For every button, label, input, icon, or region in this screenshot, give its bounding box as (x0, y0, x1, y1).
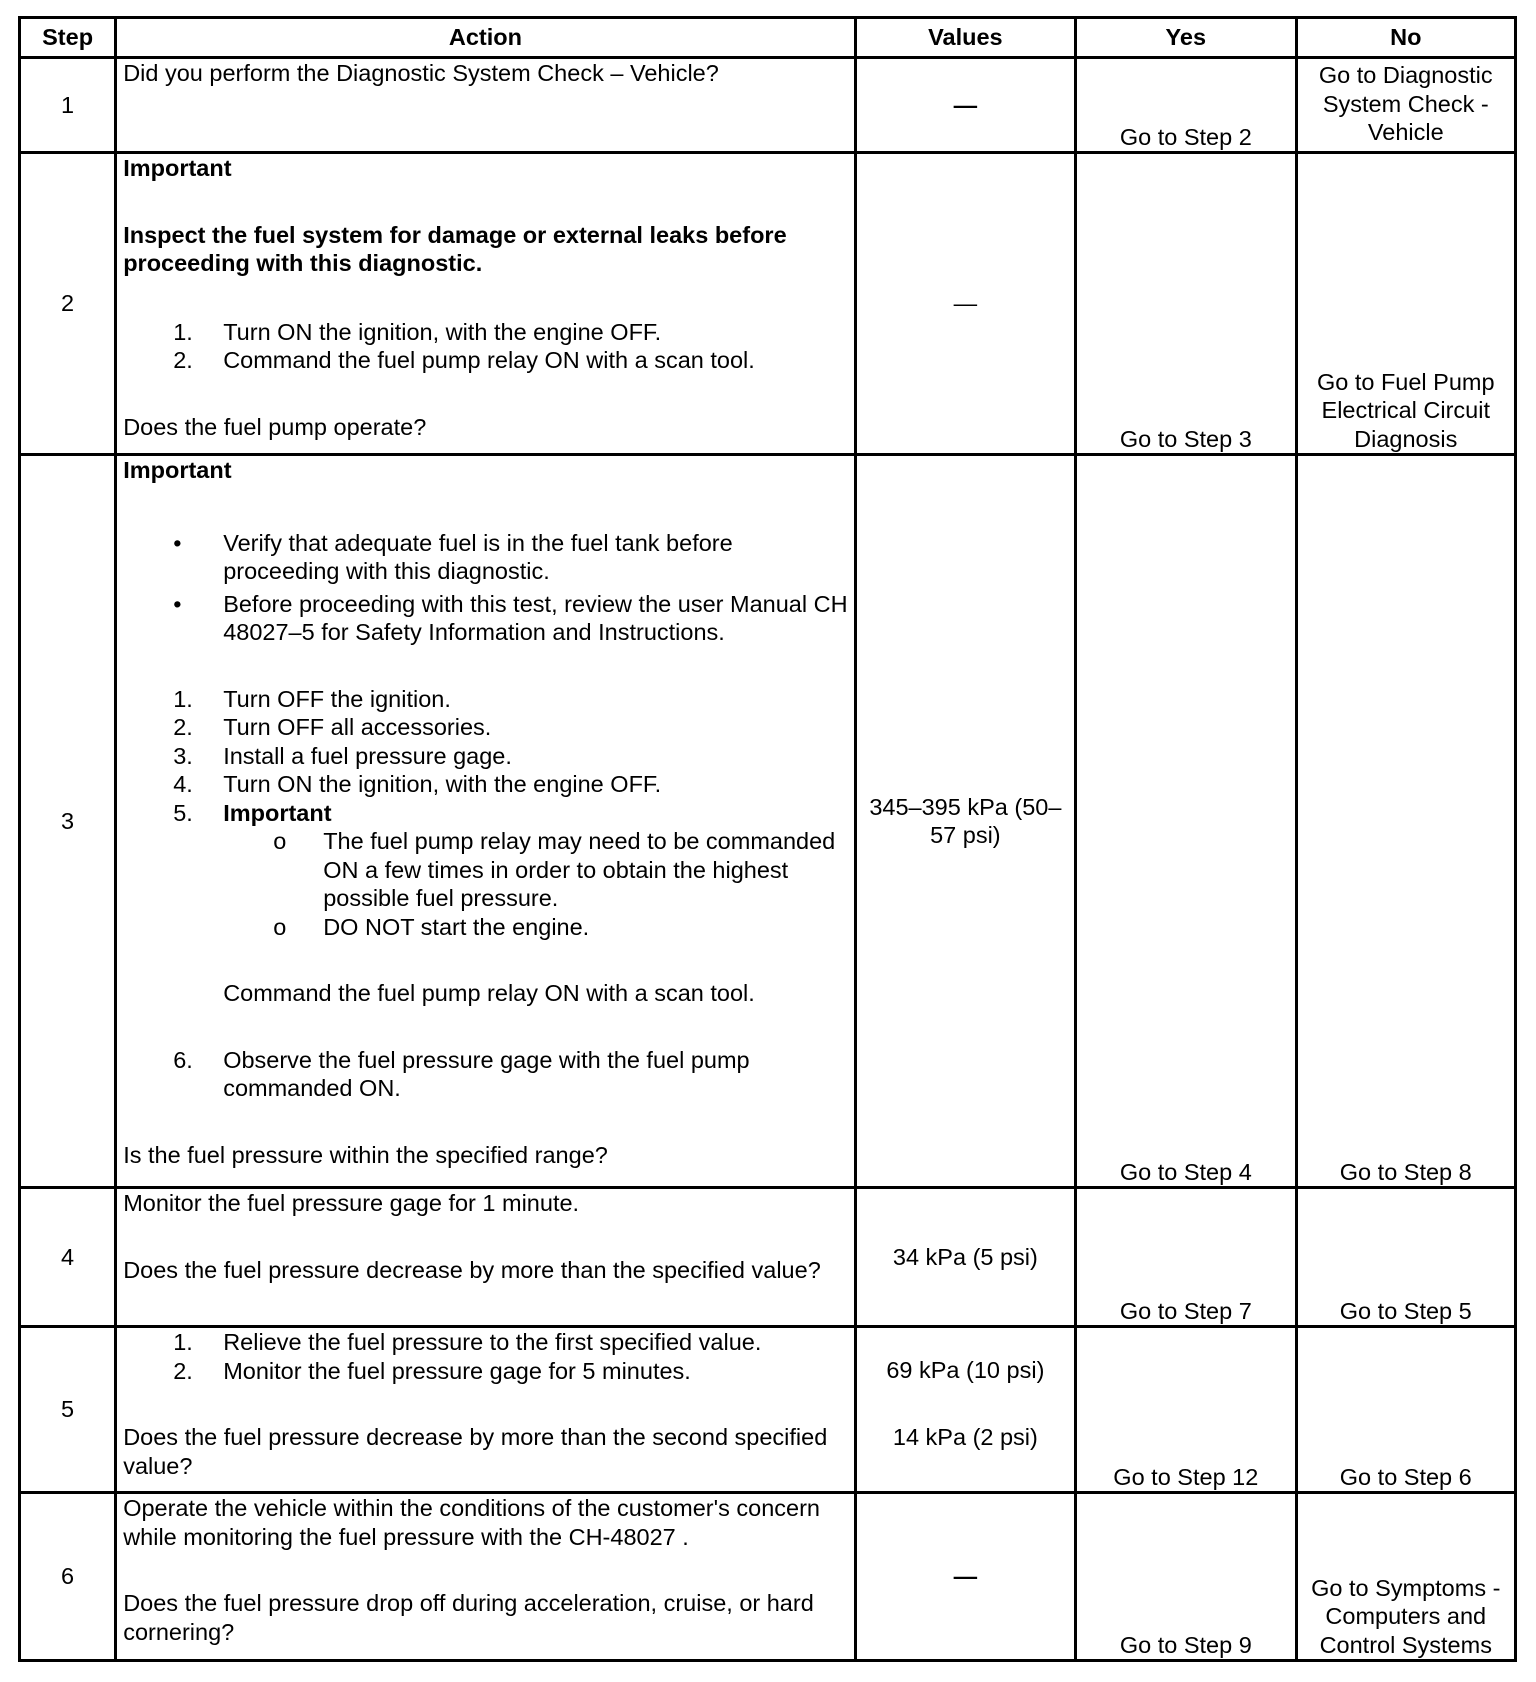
list-item: 6. Observe the fuel pressure gage with the fuel pump commanded ON. (173, 1046, 750, 1101)
list-item: 2. Command the fuel pump relay ON with a scan tool. (173, 347, 755, 373)
action-cell (116, 455, 855, 1188)
action-question: Is the fuel pressure within the specified range? (123, 1141, 608, 1168)
list-item: 2. Turn OFF all accessories. (173, 714, 492, 740)
table-row (20, 1493, 1516, 1661)
values-cell (855, 1327, 1075, 1493)
header-values: Values (855, 18, 1075, 58)
no-line: Vehicle (1367, 119, 1444, 145)
action-question: Does the fuel pump operate? (123, 413, 427, 440)
table-row (20, 1188, 1516, 1327)
list-item: 5. Important (173, 799, 332, 826)
no-cell: Go to Step 6 (1296, 1327, 1515, 1493)
list-item: 1. Turn ON the ignition, with the engine OFF. (173, 318, 662, 345)
action-cell (116, 1327, 855, 1493)
action-question: Does the fuel pressure decrease by more than the specified value? (123, 1256, 821, 1283)
yes-cell: Go to Step 2 (1076, 58, 1296, 153)
step-number: 4 (20, 1188, 116, 1327)
bullet-item: • Verify that adequate fuel is in the fuel tank before proceeding with this diagnostic. (173, 529, 733, 584)
table-row (20, 1327, 1516, 1493)
important-label: Important (123, 457, 232, 483)
value-line: 14 kPa (2 psi) (892, 1423, 1038, 1450)
no-line: Diagnosis (1354, 425, 1458, 452)
values-cell: 34 kPa (5 psi) (855, 1188, 1075, 1327)
no-cell (1296, 153, 1515, 455)
yes-cell: Go to Step 4 (1076, 455, 1296, 1188)
list-item-text: Command the fuel pump relay ON with a scan tool. (223, 980, 755, 1006)
sub-item: o The fuel pump relay may need to be commanded ON a few times in order to obtain the highest possible fuel pressure. (273, 828, 836, 911)
values-cell: — (855, 58, 1075, 153)
list-item: 1. Relieve the fuel pressure to the first specified value. (173, 1329, 762, 1355)
step-number: 3 (20, 455, 116, 1188)
values-cell: — (855, 1493, 1075, 1661)
value-line: 345–395 kPa (50– (869, 793, 1062, 820)
list-item: 2. Monitor the fuel pressure gage for 5 minutes. (173, 1357, 691, 1384)
list-item: 4. Turn ON the ignition, with the engine OFF. (173, 771, 662, 797)
header-yes: Yes (1076, 18, 1296, 58)
no-line: Go to Fuel Pump (1316, 368, 1495, 395)
values-cell: — (855, 153, 1075, 455)
important-note: Inspect the fuel system for damage or external leaks before proceeding with this diagnostic. (123, 221, 787, 276)
action-cell (116, 1188, 855, 1327)
step-number: 2 (20, 153, 116, 455)
no-cell: Go to Step 8 (1296, 455, 1515, 1188)
yes-cell: Go to Step 7 (1076, 1188, 1296, 1327)
no-line: Go to Symptoms - (1311, 1574, 1501, 1601)
step-number: 6 (20, 1493, 116, 1661)
table-row (20, 153, 1516, 455)
no-line: Computers and (1325, 1603, 1487, 1629)
action-text: Monitor the fuel pressure gage for 1 minute. (123, 1190, 580, 1216)
step-number: 1 (20, 58, 116, 153)
header-step: Step (20, 18, 116, 58)
step-number: 5 (20, 1327, 116, 1493)
header-action: Action (116, 18, 855, 58)
value-line: 57 psi) (930, 822, 1001, 848)
diagnostic-table (18, 16, 1517, 1662)
action-question: Does the fuel pressure decrease by more than the second specified value? (123, 1424, 828, 1479)
action-question: Did you perform the Diagnostic System Check – Vehicle? (123, 60, 719, 86)
yes-cell: Go to Step 9 (1076, 1493, 1296, 1661)
important-label: Important (123, 155, 232, 181)
list-item: 1. Turn OFF the ignition. (173, 685, 451, 712)
no-cell (1296, 1493, 1515, 1661)
bullet-item: • Before proceeding with this test, review the user Manual CH 48027–5 for Safety Information and Instructions. (173, 590, 848, 645)
table-row (20, 455, 1516, 1188)
no-line: Electrical Circuit (1321, 397, 1490, 423)
value-line: 69 kPa (10 psi) (886, 1357, 1045, 1383)
action-text: Operate the vehicle within the conditions of the customer's concern while monitoring the fuel pressure with the CH-48027 . (123, 1495, 820, 1550)
header-row (20, 18, 1516, 58)
no-cell: Go to Step 5 (1296, 1188, 1515, 1327)
yes-cell: Go to Step 12 (1076, 1327, 1296, 1493)
action-cell (116, 1493, 855, 1661)
action-cell (116, 58, 855, 153)
yes-cell: Go to Step 3 (1076, 153, 1296, 455)
header-no: No (1296, 18, 1515, 58)
values-cell (855, 455, 1075, 1188)
no-line: Control Systems (1319, 1631, 1492, 1658)
no-line: System Check - (1322, 90, 1489, 117)
action-cell (116, 153, 855, 455)
action-question: Does the fuel pressure drop off during acceleration, cruise, or hard cornering? (123, 1590, 814, 1645)
table-row (20, 58, 1516, 153)
no-line: Go to Diagnostic (1318, 62, 1493, 88)
no-cell (1296, 58, 1515, 153)
list-item: 3. Install a fuel pressure gage. (173, 742, 512, 769)
sub-item: o DO NOT start the engine. (273, 913, 590, 940)
